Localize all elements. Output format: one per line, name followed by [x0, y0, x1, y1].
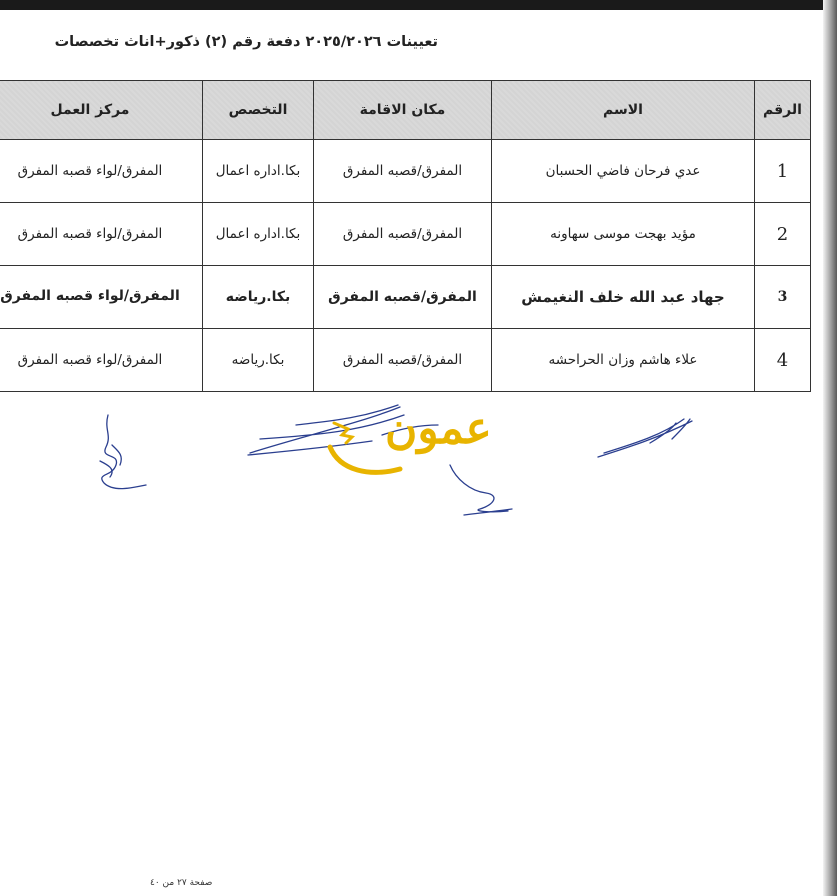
row-workplace: المفرق/لواء قصبه المفرق: [0, 266, 203, 329]
row-name: عدي فرحان فاضي الحسبان: [492, 140, 755, 203]
row-residence: المفرق/قصبه المفرق: [314, 203, 492, 266]
header-name: الاسم: [492, 81, 755, 140]
row-name: علاء هاشم وزان الحراحشه: [492, 329, 755, 392]
watermark-logo: عمون: [385, 403, 492, 454]
row-workplace: المفرق/لواء قصبه المفرق: [0, 329, 203, 392]
table-row: [0, 203, 811, 266]
header-residence: مكان الاقامة: [314, 81, 492, 140]
row-residence: المفرق/قصبه المفرق: [314, 329, 492, 392]
row-residence: المفرق/قصبه المفرق: [314, 140, 492, 203]
logo-bird-icon: [334, 423, 352, 443]
scan-top-border: [0, 0, 837, 10]
row-number: 3: [755, 266, 811, 329]
table-header-row: [0, 81, 811, 140]
header-workplace: مركز العمل: [0, 81, 203, 140]
assignments-table: [0, 80, 811, 392]
row-name: جهاد عبد الله خلف النغيمش: [492, 266, 755, 329]
row-specialty: بكا.اداره اعمال: [203, 140, 314, 203]
table-row: [0, 140, 811, 203]
row-name: مؤيد بهجت موسى سهاونه: [492, 203, 755, 266]
row-number: 2: [755, 203, 811, 266]
row-number: 4: [755, 329, 811, 392]
table-row: [0, 329, 811, 392]
row-specialty: بكا.رياضه: [203, 266, 314, 329]
row-workplace: المفرق/لواء قصبه المفرق: [0, 203, 203, 266]
header-specialty: التخصص: [203, 81, 314, 140]
document-title: تعيينات ٢٠٢٥/٢٠٢٦ دفعة رقم (٢) ذكور+اناث تخصصات: [54, 34, 438, 50]
row-workplace: المفرق/لواء قصبه المفرق: [0, 140, 203, 203]
page-footer: صفحة ٢٧ من ٤٠: [150, 878, 213, 888]
row-residence: المفرق/قصبه المفرق: [314, 266, 492, 329]
table-row: [0, 266, 811, 329]
header-num: الرقم: [755, 81, 811, 140]
row-specialty: بكا.رياضه: [203, 329, 314, 392]
signature-right: [598, 419, 692, 457]
row-specialty: بكا.اداره اعمال: [203, 203, 314, 266]
signature-left: [100, 415, 146, 489]
row-number: 1: [755, 140, 811, 203]
